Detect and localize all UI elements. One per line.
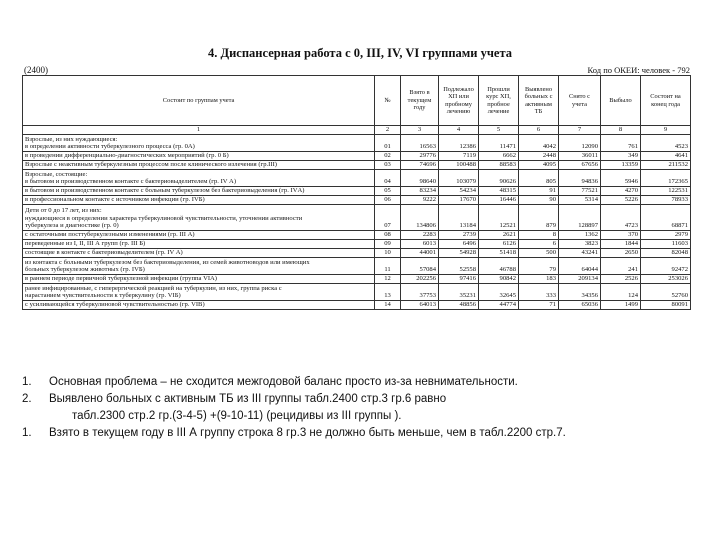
value-cell: 172365 <box>641 170 691 187</box>
row-label: в бытовом и производственном контакте с больным туберкулезом без бактериовыделения (гр. IVА) <box>23 187 375 196</box>
header-cell: Состоит по группам учета <box>23 76 375 126</box>
header-cell: Прошли курс ХП, пробное лечение <box>479 76 519 126</box>
value-cell: 98640 <box>401 170 439 187</box>
value-cell: 6496 <box>439 240 479 249</box>
value-cell: 4641 <box>641 152 691 161</box>
value-cell: 2979 <box>641 231 691 240</box>
row-code: 09 <box>375 240 401 249</box>
note-text: табл.2300 стр.2 гр.(3-4-5) +(9-10-11) (рецидивы из III группы ). <box>72 410 402 422</box>
row-label: с усиливающейся туберкулиновой чувствительностью (гр. VIВ) <box>23 301 375 310</box>
table-row <box>23 170 691 187</box>
value-cell: 4523 <box>641 135 691 152</box>
row-label: Взрослые, из них нуждающиеся: в определении активности туберкулезного процесса (гр. 0А) <box>23 135 375 152</box>
value-cell: 78933 <box>641 196 691 205</box>
table-row <box>23 301 691 310</box>
row-label: ранее инфицированные, с гиперергической реакцией на туберкулин, из них, группа риска с нарастанием чувствительности к туберкулину (гр. VIБ) <box>23 284 375 301</box>
value-cell: 124 <box>601 284 641 301</box>
dispensary-table <box>22 75 691 310</box>
table-row <box>23 275 691 284</box>
value-cell: 128897 <box>559 205 601 231</box>
value-cell: 879 <box>519 205 559 231</box>
okei-code: Код по ОКЕИ: человек - 792 <box>587 65 690 75</box>
value-cell: 35231 <box>439 284 479 301</box>
value-cell: 90 <box>519 196 559 205</box>
value-cell: 44774 <box>479 301 519 310</box>
notes-list <box>22 374 702 442</box>
header-cell: Взято в текущем году <box>401 76 439 126</box>
row-code: 01 <box>375 135 401 152</box>
value-cell: 83234 <box>401 187 439 196</box>
value-cell: 79 <box>519 258 559 275</box>
table-row <box>23 249 691 258</box>
value-cell: 12090 <box>559 135 601 152</box>
table-row <box>23 258 691 275</box>
value-cell: 29776 <box>401 152 439 161</box>
note-item <box>22 408 702 425</box>
value-cell: 64013 <box>401 301 439 310</box>
value-cell: 48315 <box>479 187 519 196</box>
value-cell: 71 <box>519 301 559 310</box>
value-cell: 97416 <box>439 275 479 284</box>
value-cell: 5946 <box>601 170 641 187</box>
value-cell: 11471 <box>479 135 519 152</box>
value-cell: 34356 <box>559 284 601 301</box>
value-cell: 8 <box>519 231 559 240</box>
value-cell: 80091 <box>641 301 691 310</box>
table-row <box>23 187 691 196</box>
value-cell: 91 <box>519 187 559 196</box>
row-label: Взрослые, состоящие: в бытовом и производственном контакте с бактериовыделителем (гр. IV А) <box>23 170 375 187</box>
value-cell: 68871 <box>641 205 691 231</box>
value-cell: 2739 <box>439 231 479 240</box>
value-cell: 90626 <box>479 170 519 187</box>
row-code: 07 <box>375 205 401 231</box>
value-cell: 241 <box>601 258 641 275</box>
column-number: 2 <box>375 126 401 135</box>
value-cell: 43241 <box>559 249 601 258</box>
value-cell: 12521 <box>479 205 519 231</box>
column-number: 6 <box>519 126 559 135</box>
value-cell: 134806 <box>401 205 439 231</box>
value-cell: 9222 <box>401 196 439 205</box>
value-cell: 1499 <box>601 301 641 310</box>
value-cell: 183 <box>519 275 559 284</box>
value-cell: 17670 <box>439 196 479 205</box>
value-cell: 349 <box>601 152 641 161</box>
value-cell: 370 <box>601 231 641 240</box>
column-number: 3 <box>401 126 439 135</box>
column-number: 9 <box>641 126 691 135</box>
note-number: 2. <box>22 393 32 405</box>
value-cell: 37753 <box>401 284 439 301</box>
value-cell: 46788 <box>479 258 519 275</box>
table-row <box>23 152 691 161</box>
value-cell: 16563 <box>401 135 439 152</box>
row-code: 14 <box>375 301 401 310</box>
value-cell: 82048 <box>641 249 691 258</box>
table-code: (2400) <box>24 65 48 75</box>
value-cell: 6126 <box>479 240 519 249</box>
table-row <box>23 135 691 152</box>
value-cell: 253026 <box>641 275 691 284</box>
value-cell: 805 <box>519 170 559 187</box>
page-title: 4. Диспансерная работа с 0, III, IV, VI группами учета <box>207 46 513 60</box>
value-cell: 122531 <box>641 187 691 196</box>
row-code: 08 <box>375 231 401 240</box>
header-cell: № <box>375 76 401 126</box>
header-cell: Выбыло <box>601 76 641 126</box>
value-cell: 94836 <box>559 170 601 187</box>
value-cell: 32645 <box>479 284 519 301</box>
row-code: 11 <box>375 258 401 275</box>
row-label: с остаточными посттуберкулезными изменениями (гр. III А) <box>23 231 375 240</box>
value-cell: 333 <box>519 284 559 301</box>
value-cell: 57084 <box>401 258 439 275</box>
note-text: Основная проблема – не сходится межгодовой баланс просто из-за невнимательности. <box>49 376 518 388</box>
value-cell: 2283 <box>401 231 439 240</box>
value-cell: 2526 <box>601 275 641 284</box>
note-item <box>22 374 702 391</box>
row-label: в профессиональном контакте с источником инфекции (гр. IVБ) <box>23 196 375 205</box>
value-cell: 74696 <box>401 161 439 170</box>
value-cell: 52760 <box>641 284 691 301</box>
value-cell: 4095 <box>519 161 559 170</box>
value-cell: 1362 <box>559 231 601 240</box>
row-label: Взрослые с неактивным туберкулезным процессом после клинического излечения (гр.III) <box>23 161 375 170</box>
value-cell: 77521 <box>559 187 601 196</box>
value-cell: 36011 <box>559 152 601 161</box>
column-number: 8 <box>601 126 641 135</box>
row-code: 06 <box>375 196 401 205</box>
value-cell: 88583 <box>479 161 519 170</box>
header-cell: Снято с учета <box>559 76 601 126</box>
table-row <box>23 231 691 240</box>
value-cell: 2448 <box>519 152 559 161</box>
value-cell: 48856 <box>439 301 479 310</box>
column-number: 4 <box>439 126 479 135</box>
table-row <box>23 240 691 249</box>
value-cell: 3823 <box>559 240 601 249</box>
note-item <box>22 425 702 442</box>
note-text: Взято в текущем году в III А группу строка 8 гр.3 не должно быть меньше, чем в табл.2200 стр.7. <box>49 427 566 439</box>
row-code: 03 <box>375 161 401 170</box>
value-cell: 54234 <box>439 187 479 196</box>
value-cell: 92472 <box>641 258 691 275</box>
value-cell: 5226 <box>601 196 641 205</box>
value-cell: 44001 <box>401 249 439 258</box>
value-cell: 65036 <box>559 301 601 310</box>
value-cell: 90842 <box>479 275 519 284</box>
value-cell: 16446 <box>479 196 519 205</box>
value-cell: 54928 <box>439 249 479 258</box>
row-label: в проведении дифференциально-диагностических мероприятий (гр. 0 Б) <box>23 152 375 161</box>
value-cell: 11603 <box>641 240 691 249</box>
table-row <box>23 205 691 231</box>
value-cell: 52558 <box>439 258 479 275</box>
row-label: состоящие в контакте с бактериовыделителем (гр. IV А) <box>23 249 375 258</box>
row-code: 04 <box>375 170 401 187</box>
value-cell: 209134 <box>559 275 601 284</box>
value-cell: 761 <box>601 135 641 152</box>
value-cell: 6 <box>519 240 559 249</box>
value-cell: 4042 <box>519 135 559 152</box>
header-cell: Состоит на конец года <box>641 76 691 126</box>
value-cell: 67656 <box>559 161 601 170</box>
value-cell: 2621 <box>479 231 519 240</box>
value-cell: 6662 <box>479 152 519 161</box>
table-row <box>23 284 691 301</box>
row-label: в раннем периоде первичной туберкулезной инфекции (группа VIА) <box>23 275 375 284</box>
value-cell: 211532 <box>641 161 691 170</box>
header-row <box>23 76 691 126</box>
value-cell: 13359 <box>601 161 641 170</box>
row-code: 02 <box>375 152 401 161</box>
row-label: из контакта с больными туберкулезом без бактериовыделения, из семей животноводов или имеющих больных туберкулезом животных (гр. IVБ) <box>23 258 375 275</box>
row-code: 12 <box>375 275 401 284</box>
column-number: 5 <box>479 126 519 135</box>
row-code: 05 <box>375 187 401 196</box>
table-row <box>23 161 691 170</box>
value-cell: 4270 <box>601 187 641 196</box>
row-label: Дети от 0 до 17 лет, из них: нуждающиеся в определении характера туберкулиновой чувствительности, уточнении активности туберкулеза и диагностике (гр. 0) <box>23 205 375 231</box>
column-number: 1 <box>23 126 375 135</box>
column-number: 7 <box>559 126 601 135</box>
value-cell: 500 <box>519 249 559 258</box>
note-text: Выявлено больных с активным ТБ из III группы табл.2400 стр.3 гр.6 равно <box>49 393 447 405</box>
header-cell: Подлежало ХП или пробному лечению <box>439 76 479 126</box>
value-cell: 2650 <box>601 249 641 258</box>
table-row <box>23 196 691 205</box>
note-item <box>22 391 702 408</box>
column-number-row <box>23 126 691 135</box>
row-code: 10 <box>375 249 401 258</box>
note-number: 1. <box>22 427 32 439</box>
value-cell: 6013 <box>401 240 439 249</box>
value-cell: 13184 <box>439 205 479 231</box>
value-cell: 4723 <box>601 205 641 231</box>
header-cell: Выявлено больных с активным ТБ <box>519 76 559 126</box>
value-cell: 7119 <box>439 152 479 161</box>
value-cell: 103079 <box>439 170 479 187</box>
note-number: 1. <box>22 376 32 388</box>
row-code: 13 <box>375 284 401 301</box>
value-cell: 12386 <box>439 135 479 152</box>
value-cell: 51418 <box>479 249 519 258</box>
row-label: переведенные из I, II, III А групп (гр. III Б) <box>23 240 375 249</box>
value-cell: 5314 <box>559 196 601 205</box>
value-cell: 64044 <box>559 258 601 275</box>
value-cell: 202256 <box>401 275 439 284</box>
value-cell: 1844 <box>601 240 641 249</box>
value-cell: 100488 <box>439 161 479 170</box>
